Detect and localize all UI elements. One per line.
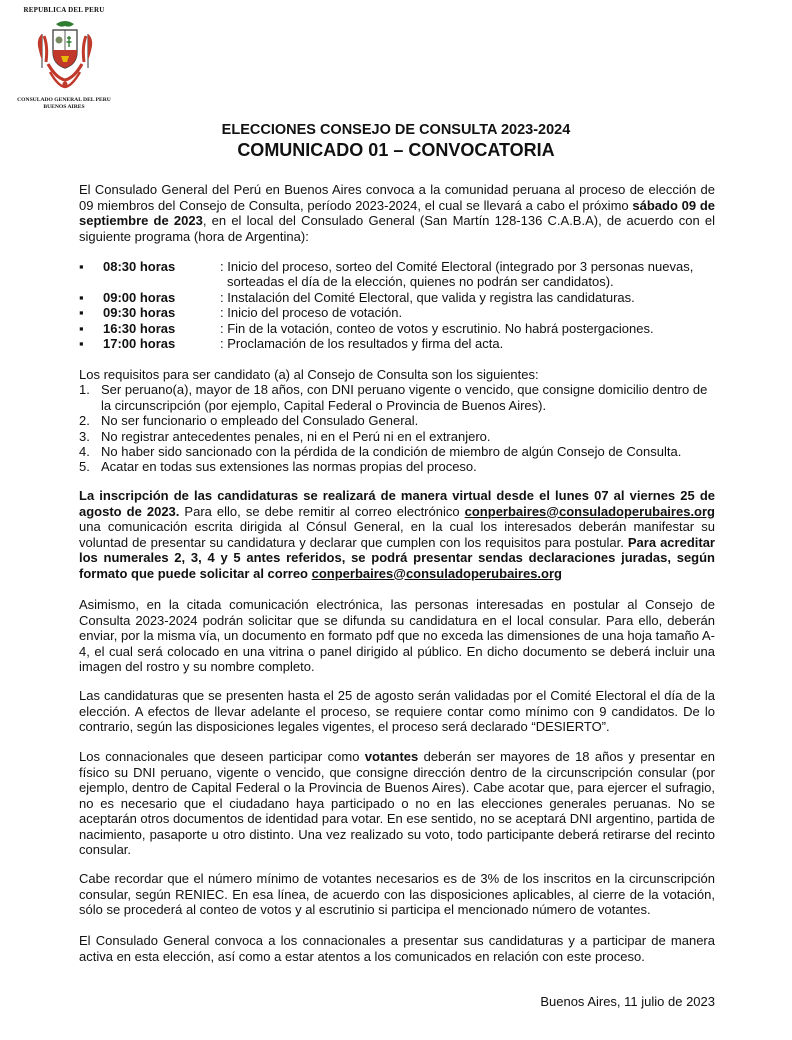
schedule-time: 09:30 horas	[103, 305, 176, 321]
voters-keyword: votantes	[364, 749, 419, 764]
schedule-desc-line2: sorteadas el día de la elección, quienes no podrán ser candidatos).	[227, 274, 614, 290]
registration-paragraph	[79, 488, 715, 581]
schedule-item	[79, 259, 719, 290]
requirement-item	[79, 459, 719, 474]
closing-paragraph: El Consulado General convoca a los connacionales a presentar sus candidaturas y a participar de manera activa en esta elección, así como a estar atentos a los comunicados en relación con este proceso.	[79, 933, 715, 964]
registration-text-1: Para ello, se debe remitir al correo electrónico	[179, 503, 465, 519]
place-and-date: Buenos Aires, 11 julio de 2023	[540, 994, 715, 1009]
schedule-desc: : Instalación del Comité Electoral, que valida y registra las candidaturas.	[220, 289, 635, 305]
schedule-time: 17:00 horas	[103, 336, 176, 352]
schedule-desc	[220, 259, 719, 290]
minimum-voters-paragraph: Cabe recordar que el número mínimo de votantes necesarios es de 3% de los inscritos en la circunscripción consular, según RENIEC. En esa línea, de acuerdo con las disposiciones aplicables, al cierre de la votación, sólo se procederá al conteo de votos y al escrutinio si participa el mencionado número de votantes.	[79, 871, 715, 917]
square-bullet-icon: ▪	[79, 289, 84, 305]
square-bullet-icon: ▪	[79, 336, 84, 352]
requirement-item	[79, 429, 719, 444]
intro-text-1: El Consulado General del Perú en Buenos Aires convoca a la comunidad peruana al proceso de elección de 09 miembros del Consejo de Consulta, período 2023-2024, el cual se llevará a cabo el próximo	[79, 182, 715, 213]
schedule-desc: : Proclamación de los resultados y firma del acta.	[220, 336, 504, 352]
requirements-section	[79, 367, 719, 475]
seal-city-name: BUENOS AIRES	[43, 104, 85, 110]
schedule-time: 09:00 horas	[103, 289, 176, 305]
square-bullet-icon: ▪	[79, 305, 84, 321]
document-subtitle: COMUNICADO 01 – CONVOCATORIA	[237, 140, 555, 160]
registration-text-2: una comunicación escrita dirigida al Cónsul General, en la cual los interesados deberán manifestar su voluntad de presentar su candidatura y declarar que cumplen con los requisitos para postular.	[79, 519, 715, 550]
schedule-item	[79, 305, 719, 320]
requirement-number: 4.	[79, 444, 90, 460]
peru-coat-of-arms-icon	[36, 16, 94, 94]
voters-paragraph	[79, 749, 715, 858]
schedule-time: 16:30 horas	[103, 320, 176, 336]
schedule-desc-line1: : Inicio del proceso, sorteo del Comité Electoral (integrado por 3 personas nuevas,	[220, 259, 694, 274]
square-bullet-icon: ▪	[79, 259, 84, 274]
consulate-email-link[interactable]: conperbaires@consuladoperubaires.org	[464, 503, 715, 519]
square-bullet-icon: ▪	[79, 320, 84, 336]
requirement-item	[79, 444, 719, 459]
requirement-number: 3.	[79, 428, 90, 444]
requirement-number: 1.	[79, 382, 90, 398]
consulate-seal	[14, 6, 114, 110]
voters-text-1: Los connacionales que deseen participar como	[79, 749, 365, 764]
seal-consulate-name: CONSULADO GENERAL DEL PERU	[17, 97, 111, 103]
schedule-item	[79, 321, 719, 336]
schedule-time: 08:30 horas	[103, 259, 176, 274]
declaration-note: Para acreditar los numerales 2, 3, 4 y 5 antes referidos, se podrá presentar sendas declaraciones juradas, según formato que puede solicitar al correo	[79, 534, 715, 581]
requirement-item	[79, 413, 719, 428]
requirement-text: Ser peruano(a), mayor de 18 años, con DNI peruano vigente o vencido, que consigne domicilio dentro de la circunscripción (por ejemplo, Capital Federal o Provincia de Buenos Aires).	[101, 382, 708, 413]
registration-period: La inscripción de las candidaturas se realizará de manera virtual desde el lunes 07 al viernes 25 de agosto de 2023.	[79, 488, 715, 519]
requirement-text: No haber sido sancionado con la pérdida de la condición de miembro de algún Consejo de Consulta.	[101, 444, 682, 460]
requirement-item	[79, 382, 719, 413]
voters-text-2: deberán ser mayores de 18 años y presentar en físico su DNI peruano, vigente o vencido, que consigne dirección dentro de la circunscripción consular (por ejemplo, dentro de Capital Federal o la Provincia de Buenos Aires). Cabe acotar que, para ejercer el sufragio, no es necesario que el ciudadano haya participado o no en las elecciones generales peruanas. No se aceptarán otros documentos de identidad para votar. En ese sentido, no se aceptará DNI argentino, partida de nacimiento, pasaporte u otro distinto. Una vez realizado su voto, todo participante deberá retirarse del recinto consular.	[79, 749, 715, 857]
schedule-list	[79, 259, 719, 351]
validation-paragraph: Las candidaturas que se presenten hasta el 25 de agosto serán validadas por el Comité Electoral el día de la elección. A efectos de llevar adelante el proceso, se requiere contar como mínimo con 9 candidatos. De lo contrario, según las disposiciones legales vigentes, el proceso será declarado “DESIERTO”.	[79, 688, 715, 734]
schedule-desc: : Inicio del proceso de votación.	[220, 305, 403, 321]
schedule-item	[79, 290, 719, 305]
photo-paragraph: Asimismo, en la citada comunicación electrónica, las personas interesadas en postular al Consejo de Consulta 2023-2024 podrán solicitar que se difunda su candidatura en el local consular. Para ello, deberán enviar, por la misma vía, un documento en formato pdf que no exceda las dimensiones de una hoja tamaño A-4, el cual será colocado en una vitrina o panel dirigido al público. En dicho documento se deberá incluir una imagen del rostro y su nombre completo.	[79, 597, 715, 674]
seal-top-text: REPUBLICA DEL PERU	[23, 6, 105, 14]
requirement-text: No registrar antecedentes penales, ni en el Perú ni en el extranjero.	[101, 428, 491, 444]
schedule-desc: : Fin de la votación, conteo de votos y escrutinio. No habrá postergaciones.	[220, 320, 654, 336]
requirement-number: 5.	[79, 459, 90, 475]
election-date: sábado 09 de septiembre de 2023	[79, 197, 715, 228]
consulate-email-link-2[interactable]: conperbaires@consuladoperubaires.org	[311, 565, 562, 581]
schedule-item	[79, 336, 719, 351]
intro-paragraph	[79, 182, 715, 244]
requirement-number: 2.	[79, 413, 90, 429]
requirement-text: No ser funcionario o empleado del Consulado General.	[101, 413, 419, 429]
seal-bottom-text	[14, 97, 114, 111]
requirements-intro: Los requisitos para ser candidato (a) al Consejo de Consulta son los siguientes:	[79, 367, 539, 382]
intro-text-2: , en el local del Consulado General (San Martín 128-136 C.A.B.A), de acuerdo con el siguiente programa (hora de Argentina):	[79, 213, 715, 244]
requirement-text: Acatar en todas sus extensiones las normas propias del proceso.	[101, 459, 477, 475]
document-title: ELECCIONES CONSEJO DE CONSULTA 2023-2024	[221, 122, 571, 138]
